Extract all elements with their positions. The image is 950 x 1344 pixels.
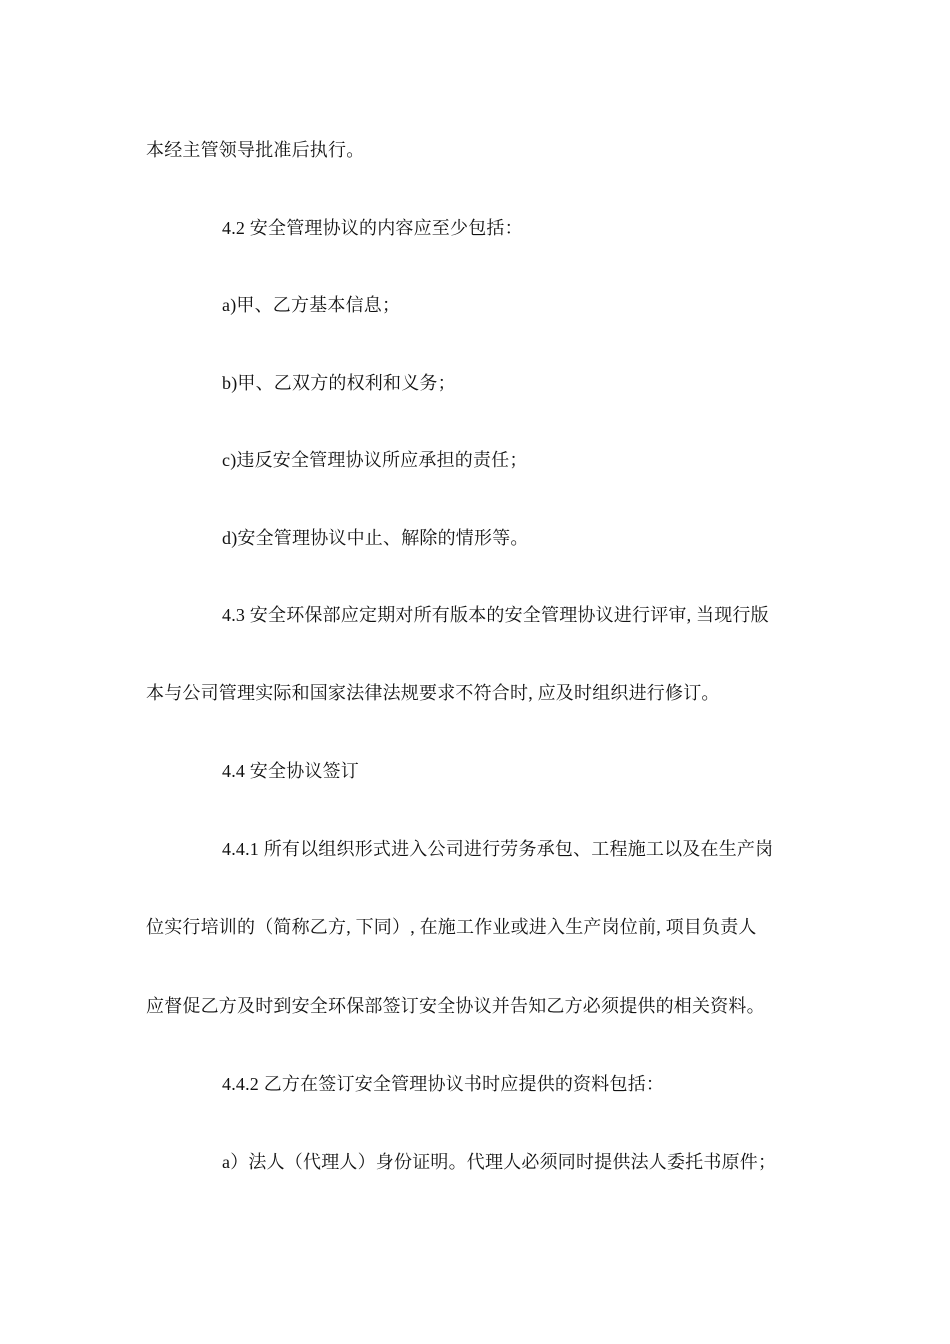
list-item-d: d)安全管理协议中止、解除的情形等。 <box>222 528 529 548</box>
section-4-4-1-line-3: 应督促乙方及时到安全环保部签订安全协议并告知乙方必须提供的相关资料。 <box>146 996 765 1016</box>
section-4-3-line-2: 本与公司管理实际和国家法律法规要求不符合时, 应及时组织进行修订。 <box>146 683 720 703</box>
section-4-3-line-1: 4.3 安全环保部应定期对所有版本的安全管理协议进行评审, 当现行版 <box>222 605 769 625</box>
section-4-4-1-line-1: 4.4.1 所有以组织形式进入公司进行劳务承包、工程施工以及在生产岗 <box>222 839 774 859</box>
list-item-a: a)甲、乙方基本信息； <box>222 295 401 315</box>
section-4-4-heading: 4.4 安全协议签订 <box>222 761 359 781</box>
list-item-b: b)甲、乙双方的权利和义务； <box>222 373 456 393</box>
section-4-4-2-heading: 4.4.2 乙方在签订安全管理协议书时应提供的资料包括： <box>222 1074 665 1094</box>
section-4-2-heading: 4.2 安全管理协议的内容应至少包括： <box>222 218 523 238</box>
section-4-4-1-line-2: 位实行培训的（简称乙方, 下同）, 在施工作业或进入生产岗位前, 项目负责人 <box>146 917 757 937</box>
paragraph-line-continuation: 本经主管领导批准后执行。 <box>146 140 365 160</box>
list-item-c: c)违反安全管理协议所应承担的责任； <box>222 450 528 470</box>
list-item-a-identity: a）法人（代理人）身份证明。代理人必须同时提供法人委托书原件； <box>222 1152 777 1172</box>
